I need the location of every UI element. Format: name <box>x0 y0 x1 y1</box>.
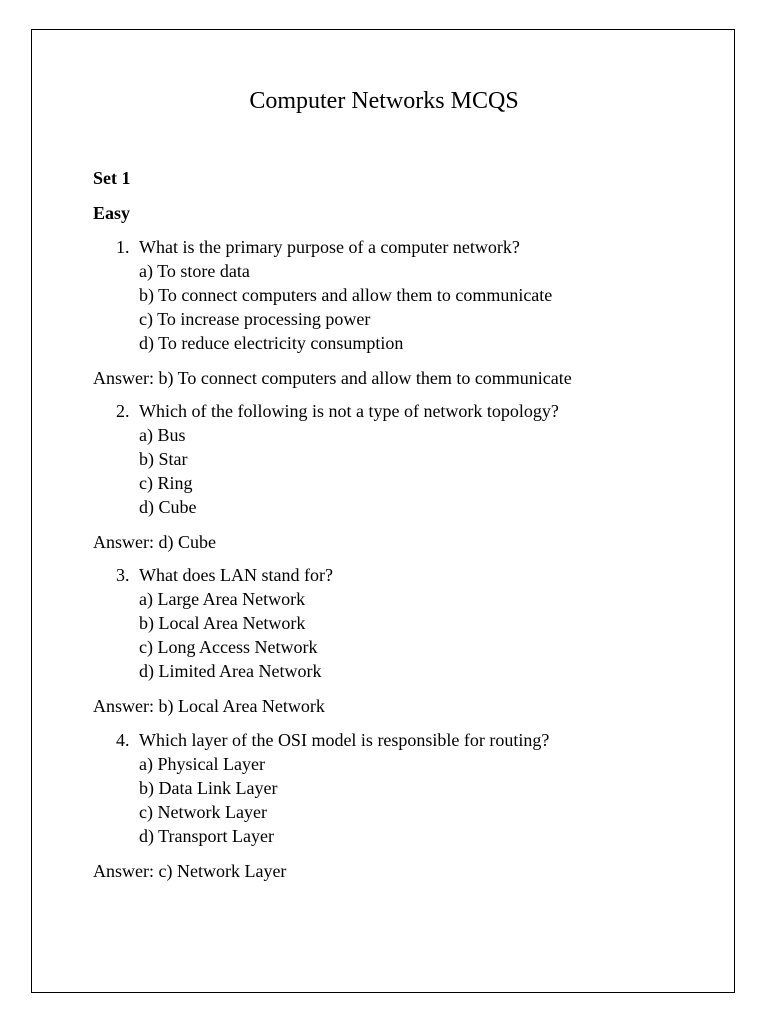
difficulty-heading: Easy <box>93 203 131 223</box>
answer-text: Answer: b) Local Area Network <box>93 696 325 716</box>
answer-text: Answer: c) Network Layer <box>93 861 287 881</box>
option: b) To connect computers and allow them to communicate <box>139 285 553 305</box>
option: a) To store data <box>139 261 250 281</box>
option: b) Data Link Layer <box>139 778 278 798</box>
question-text: What is the primary purpose of a computer network? <box>139 237 520 257</box>
set-heading: Set 1 <box>93 168 131 188</box>
answer-text: Answer: d) Cube <box>93 532 216 552</box>
question-text: What does LAN stand for? <box>139 565 333 585</box>
option: d) Limited Area Network <box>139 661 322 681</box>
question-number: 4. <box>116 730 130 750</box>
question-number: 2. <box>116 401 130 421</box>
page-border <box>31 29 735 993</box>
option: d) To reduce electricity consumption <box>139 333 404 353</box>
option: c) Network Layer <box>139 802 267 822</box>
option: a) Bus <box>139 425 186 445</box>
option: a) Large Area Network <box>139 589 306 609</box>
option: a) Physical Layer <box>139 754 265 774</box>
option: b) Star <box>139 449 188 469</box>
option: d) Transport Layer <box>139 826 274 846</box>
document-title: Computer Networks MCQS <box>249 88 519 114</box>
option: d) Cube <box>139 497 197 517</box>
option: c) Ring <box>139 473 193 493</box>
option: b) Local Area Network <box>139 613 306 633</box>
option: c) Long Access Network <box>139 637 318 657</box>
question-number: 1. <box>116 237 130 257</box>
question-text: Which of the following is not a type of network topology? <box>139 401 559 421</box>
question-text: Which layer of the OSI model is responsible for routing? <box>139 730 550 750</box>
answer-text: Answer: b) To connect computers and allow them to communicate <box>93 368 572 388</box>
question-number: 3. <box>116 565 130 585</box>
option: c) To increase processing power <box>139 309 371 329</box>
